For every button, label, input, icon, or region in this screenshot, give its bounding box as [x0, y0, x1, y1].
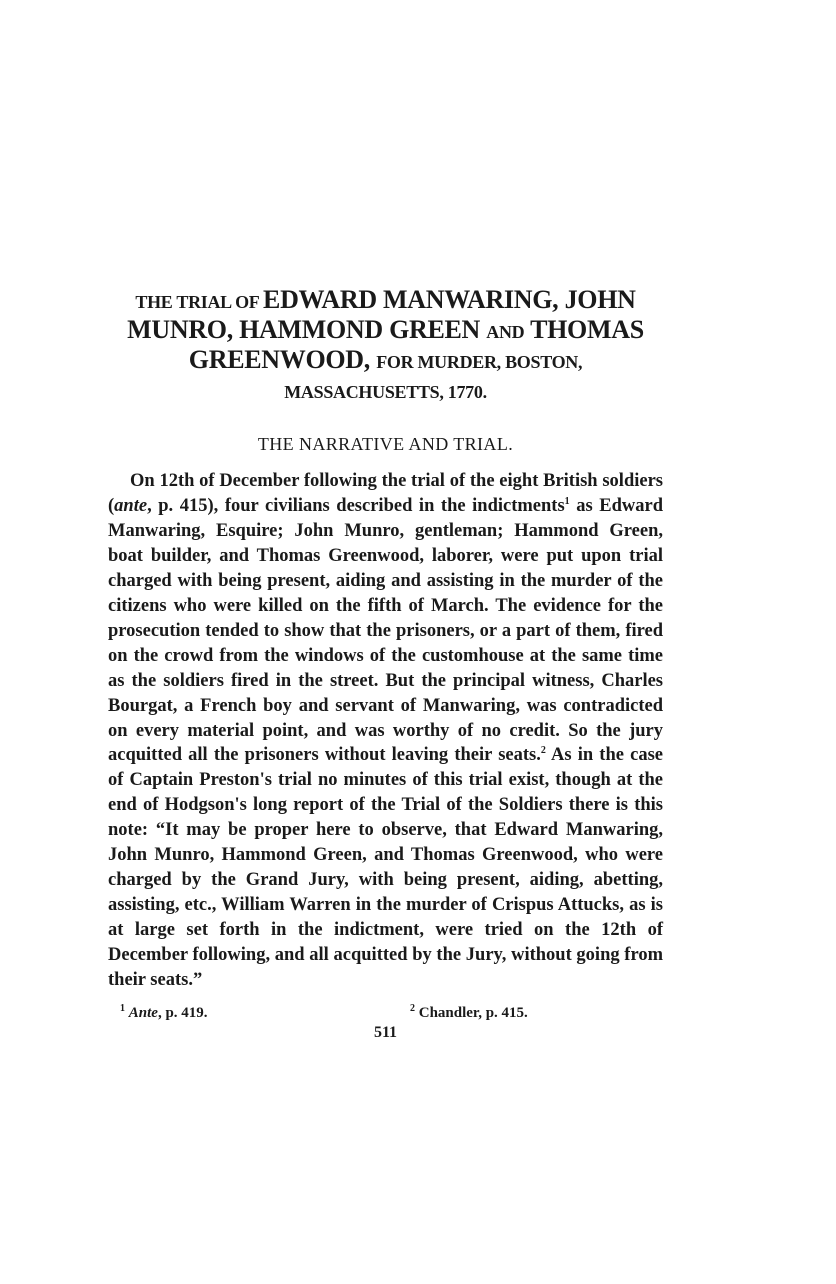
footnote-1: $^1$ Ante, p. 419.	[120, 1003, 208, 1022]
title-line-4: MASSACHUSETTS, 1770.	[284, 382, 487, 402]
page-title	[108, 286, 663, 406]
footnotes	[108, 1005, 663, 1022]
page-content	[108, 286, 663, 1042]
title-line-1: THE TRIAL OF EDWARD MANWARING, JOHN	[135, 285, 636, 314]
footnote-2: $^2$ Chandler, p. 415.	[410, 1003, 528, 1022]
footnote-ref-1: 1	[564, 495, 570, 507]
footnote-ref-2: 2	[540, 745, 546, 757]
page-number: 511	[373, 1024, 398, 1042]
title-line-3: GREENWOOD, FOR MURDER, BOSTON,	[188, 345, 583, 374]
body-paragraph: On 12th of December following the trial of the eight British soldiers (ante, p. 415), four civilians described in the indictments$^1$ as Edward Manwaring, Esquire; John Munro, gentleman; Hammond Green, boat builder, and Thomas Greenwood, laborer, were put upon trial charged with being present, aiding and assisting in the murder of the citizens who were killed on the fifth of March. The evidence for the prosecution tended to show that the prisoners, or a part of them, fired on the crowd from the windows of the customhouse at the same time as the soldiers fired in the street. But the principal witness, Charles Bourgat, a French boy and servant of Manwaring, was contradicted on every material point, and was worthy of no credit. So the jury acquitted all the prisoners without leaving their seats.$^2$ As in the case of Captain Preston's trial no minutes of this trial exist, though at the end of Hodgson's long report of the Trial of the Soldiers there is this note: “It may be proper here to observe, that Edward Manwaring, John Munro, Hammond Green, and Thomas Greenwood, who were charged by the Grand Jury, with being present, aiding, abetting, assisting, etc., William Warren in the murder of Crispus Attucks, as is at large set forth in the indictment, were tried on the 12th of December following, and all acquitted by the Jury, without going from their seats.”	[108, 471, 663, 991]
section-heading: THE NARRATIVE AND TRIAL.	[257, 434, 514, 454]
title-line-2: MUNRO, HAMMOND GREEN AND THOMAS	[127, 315, 644, 344]
